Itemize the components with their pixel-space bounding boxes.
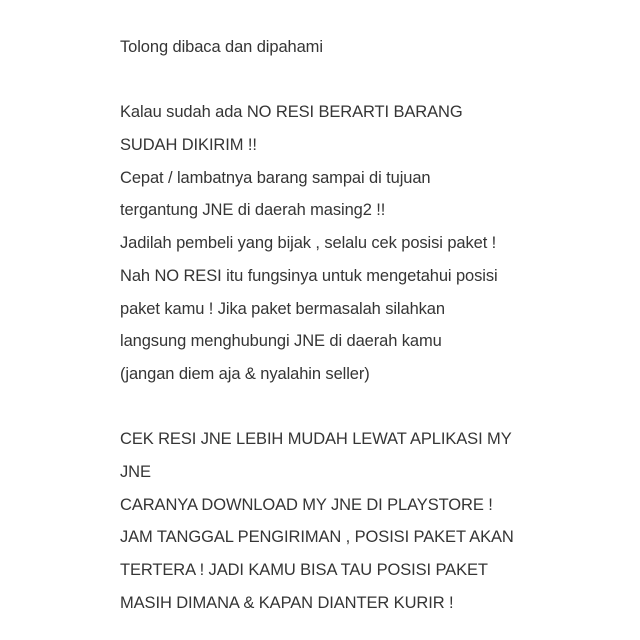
notice-line: (jangan diem aja & nyalahin seller)	[120, 364, 370, 383]
notice-line: Kalau sudah ada NO RESI BERARTI BARANG	[120, 103, 463, 122]
tracking-line: JAM TANGGAL PENGIRIMAN , POSISI PAKET AKAN	[120, 528, 514, 547]
tracking-line: CARANYA DOWNLOAD MY JNE DI PLAYSTORE !	[120, 495, 493, 514]
tracking-line: MASIH DIMANA & KAPAN DIANTER KURIR !	[120, 593, 454, 612]
tracking-line: JNE	[120, 462, 151, 481]
notice-line: tergantung JNE di daerah masing2 !!	[120, 201, 386, 220]
notice-line: SUDAH DIKIRIM !!	[120, 136, 257, 155]
tracking-line: CEK RESI JNE LEBIH MUDAH LEWAT APLIKASI MY	[120, 430, 512, 449]
spacer	[120, 391, 620, 424]
section-shipping-notice	[120, 96, 620, 390]
section-tracking-app	[120, 423, 620, 619]
notice-line: langsung menghubungi JNE di daerah kamu	[120, 332, 442, 351]
document-title: Tolong dibaca dan dipahami	[120, 38, 323, 56]
spacer	[120, 64, 620, 97]
notice-line: Nah NO RESI itu fungsinya untuk mengetahui posisi	[120, 266, 498, 285]
notice-line: paket kamu ! Jika paket bermasalah silahkan	[120, 299, 445, 318]
notice-line: Jadilah pembeli yang bijak , selalu cek posisi paket !	[120, 234, 497, 253]
notice-document	[120, 31, 620, 619]
notice-line: Cepat / lambatnya barang sampai di tujuan	[120, 168, 431, 187]
tracking-line: TERTERA ! JADI KAMU BISA TAU POSISI PAKET	[120, 561, 488, 579]
